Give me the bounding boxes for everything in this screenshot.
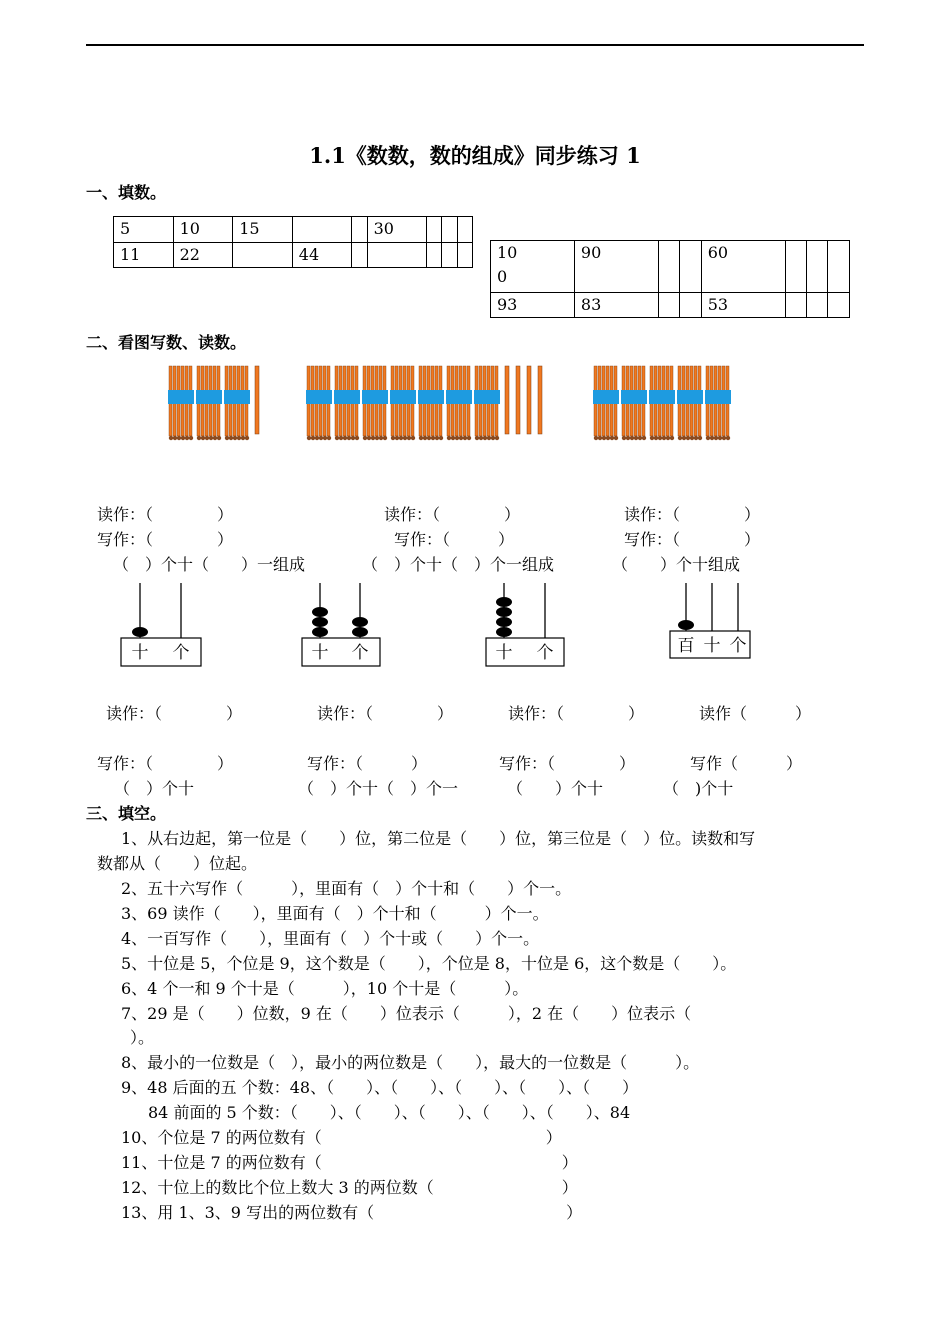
question-5: 5、十位是 5，个位是 9，这个数是（ ），个位是 8，十位是 6，这个数是（ ）。 bbox=[121, 954, 737, 973]
question-7: 7、29 是（ ）位数，9 在（ ）位表示（ ），2 在（ ）位表示（ bbox=[121, 1004, 692, 1023]
compose-answer-2: （ ）个十（ ）个一组成 bbox=[362, 555, 555, 574]
question-12: 12、十位上的数比个位上数大 3 的两位数（ ） bbox=[121, 1178, 578, 1197]
question-1: 1、从右边起，第一位是（ ）位，第二位是（ ）位，第三位是（ ）位。读数和写 bbox=[121, 829, 756, 848]
abacus-read-3: 读作：（ ） bbox=[508, 704, 645, 723]
table-cell: 11 bbox=[114, 243, 174, 268]
abacus-place-label: 十 bbox=[703, 636, 721, 656]
section-2-heading: 二、看图写数、读数。 bbox=[86, 333, 247, 352]
abacus-place-label: 个 bbox=[351, 643, 369, 663]
abacus-bead bbox=[496, 597, 512, 607]
write-answer-3: 写作：（ ） bbox=[624, 530, 761, 549]
table-cell: 5 bbox=[114, 217, 174, 243]
question-9-cont: 84 前面的 5 个数：（ ）、（ ）、（ ）、（ ）、（ ）、84 bbox=[148, 1103, 631, 1122]
question-9: 9、48 后面的五 个数：48、（ ）、（ ）、（ ）、（ ）、（ ） bbox=[121, 1078, 639, 1097]
abacus-write-4: 写作（ ） bbox=[690, 754, 803, 773]
abacus-read-2: 读作：（ ） bbox=[317, 704, 454, 723]
table-cell: 10 bbox=[173, 217, 233, 243]
question-1-cont: 数都从（ ）位起。 bbox=[97, 854, 258, 873]
abacus-write-2: 写作：（ ） bbox=[307, 754, 428, 773]
question-13: 13、用 1、3、9 写出的两位数有（ ） bbox=[121, 1203, 583, 1222]
write-answer-1: 写作：（ ） bbox=[97, 530, 234, 549]
write-answer-2: 写作：（ ） bbox=[394, 530, 515, 549]
question-8: 8、最小的一位数是（ ），最小的两位数是（ ），最大的一位数是（ ）。 bbox=[121, 1053, 700, 1072]
abacus-bead bbox=[312, 617, 328, 627]
read-answer-3: 读作：（ ） bbox=[624, 505, 761, 524]
abacus-place-label: 十 bbox=[131, 643, 149, 663]
table-cell: 93 bbox=[491, 293, 575, 318]
section-3-heading: 三、填空。 bbox=[86, 804, 167, 823]
question-10: 10、个位是 7 的两位数有（ ） bbox=[121, 1128, 562, 1147]
abacus-compose-1: （ ）个十 bbox=[114, 779, 195, 798]
abacus-place-label: 十 bbox=[311, 643, 329, 663]
question-3: 3、69 读作（ ），里面有（ ）个十和（ ）个一。 bbox=[121, 904, 549, 923]
read-answer-1: 读作：（ ） bbox=[97, 505, 234, 524]
abacus-place-label: 个 bbox=[172, 643, 190, 663]
question-2: 2、五十六写作（ ），里面有（ ）个十和（ ）个一。 bbox=[121, 879, 572, 898]
question-4: 4、一百写作（ ），里面有（ ）个十或（ ）个一。 bbox=[121, 929, 540, 948]
abacus-bead bbox=[678, 620, 694, 630]
table-cell: 10 0 bbox=[491, 241, 575, 293]
question-7-cont: ）。 bbox=[130, 1028, 155, 1047]
table-cell: 44 bbox=[292, 243, 352, 268]
read-answer-2: 读作：（ ） bbox=[384, 505, 521, 524]
abacus-place-label: 百 bbox=[677, 636, 695, 656]
table-cell: 22 bbox=[173, 243, 233, 268]
abacus-bead bbox=[352, 627, 368, 637]
compose-answer-1: （ ）个十（ ）一组成 bbox=[113, 555, 306, 574]
table-cell: 60 bbox=[701, 241, 785, 293]
abacus-bead bbox=[496, 627, 512, 637]
abacus-read-1: 读作：（ ） bbox=[106, 704, 243, 723]
abacus-compose-3: （ ）个十 bbox=[507, 779, 604, 798]
abacus-compose-4: （ )个十 bbox=[663, 779, 734, 798]
abacus-bead bbox=[352, 617, 368, 627]
abacus-place-label: 十 bbox=[495, 643, 513, 663]
compose-answer-3: （ ）个十组成 bbox=[612, 555, 741, 574]
abacus-bead bbox=[496, 607, 512, 617]
table-cell: 90 bbox=[574, 241, 658, 293]
abacus-read-4: 读作（ ） bbox=[699, 704, 812, 723]
abacus-write-1: 写作：（ ） bbox=[97, 754, 234, 773]
abacus-write-3: 写作：（ ） bbox=[499, 754, 636, 773]
abacus-bead bbox=[312, 607, 328, 617]
abacus-bead bbox=[312, 627, 328, 637]
page-title: 1.1《数数，数的组成》同步练习 1 bbox=[309, 143, 641, 168]
section-1-heading: 一、填数。 bbox=[86, 183, 167, 202]
table-cell: 30 bbox=[367, 217, 427, 243]
abacus-place-label: 个 bbox=[729, 636, 747, 656]
abacus-bead bbox=[132, 627, 148, 637]
abacus-place-label: 个 bbox=[536, 643, 554, 663]
table-cell: 83 bbox=[574, 293, 658, 318]
question-11: 11、十位是 7 的两位数有（ ） bbox=[121, 1153, 578, 1172]
table-cell: 15 bbox=[233, 217, 293, 243]
abacus-compose-2: （ ）个十（ ）个一 bbox=[298, 779, 459, 798]
question-6: 6、4 个一和 9 个十是（ ），10 个十是（ ）。 bbox=[121, 979, 529, 998]
abacus-bead bbox=[496, 617, 512, 627]
table-cell: 53 bbox=[701, 293, 785, 318]
